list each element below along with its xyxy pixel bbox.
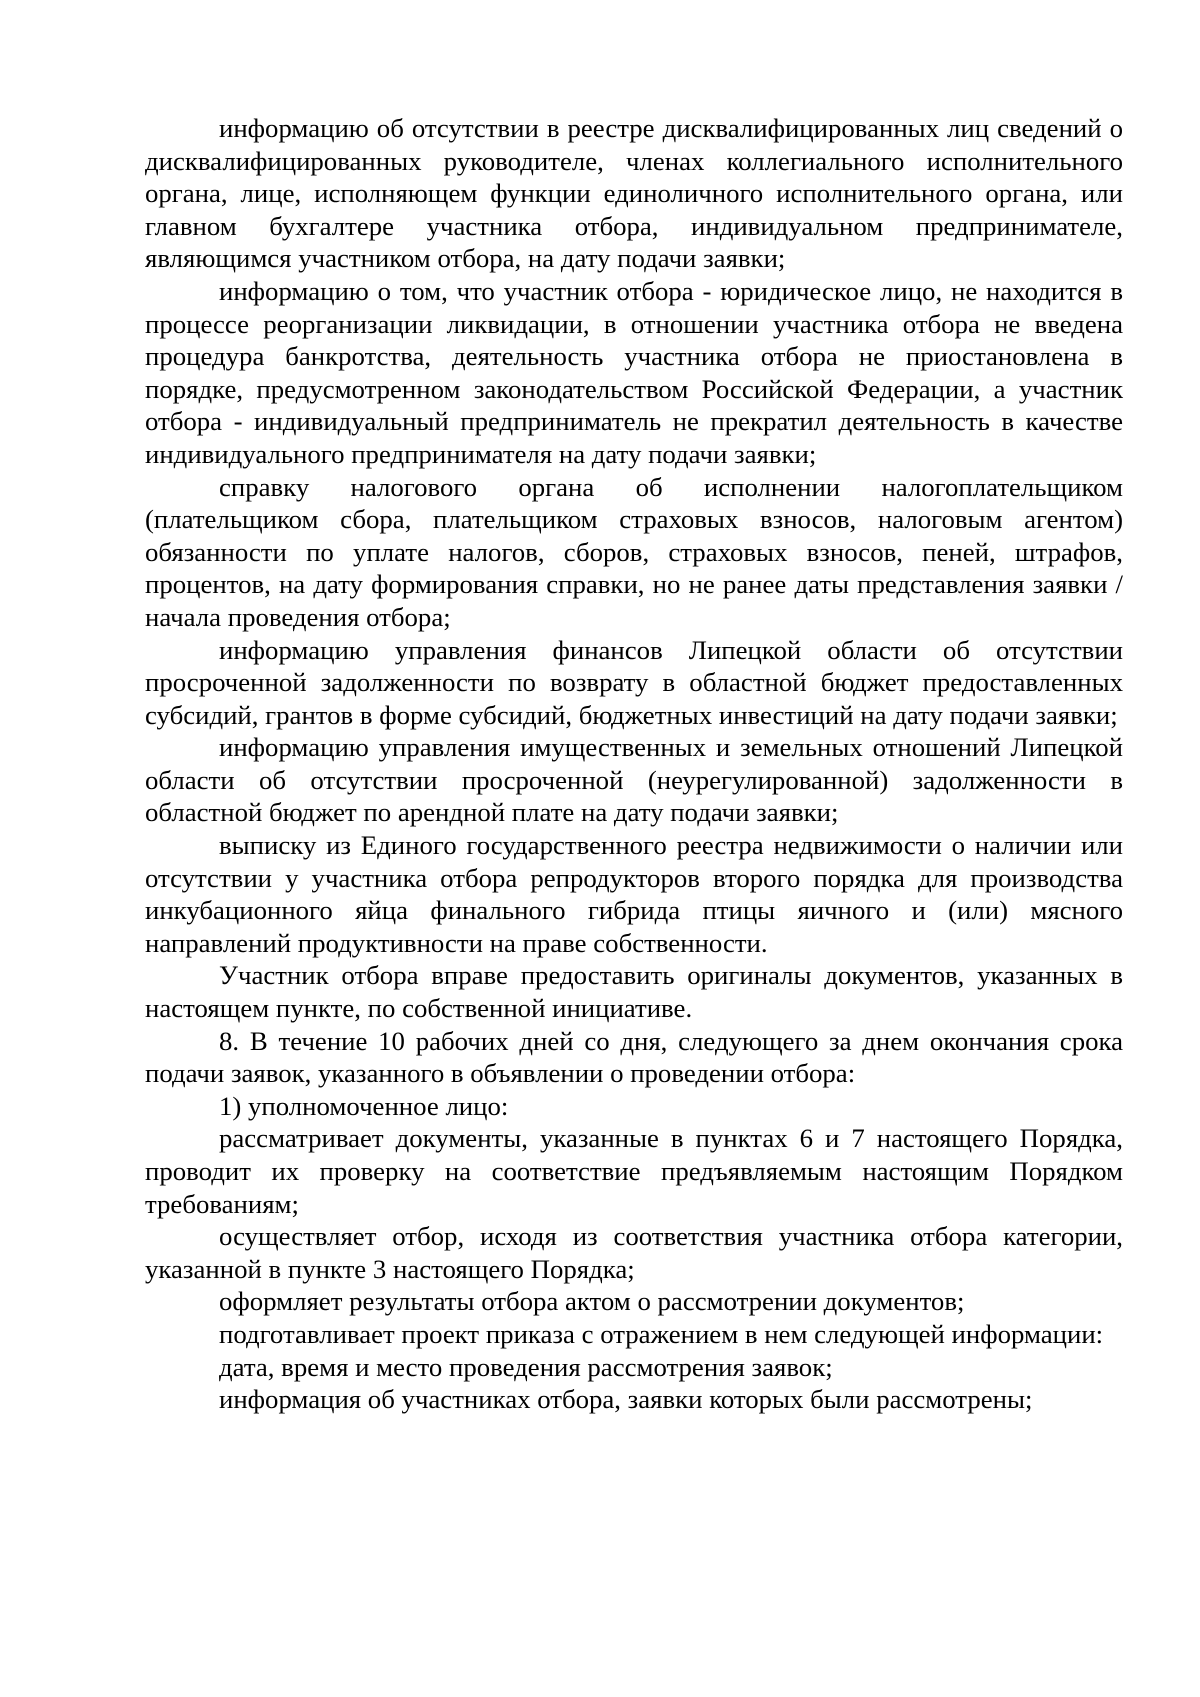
paragraph-formalizes-results: оформляет результаты отбора актом о рассмотрении документов; <box>219 1286 965 1317</box>
paragraph-prepares-order: подготавливает проект приказа с отражением в нем следующей информации: <box>219 1318 1104 1349</box>
paragraph-disqualified-persons: информацию об отсутствии в реестре дисквалифицированных лиц сведений о дисквалифицированных руководителе, членах коллегиального исполнительного органа, лице, исполняющем функции единоличного исполнительного органа, или главном бухгалтере участника отбора, индивидуальном предпринимателе, являющимся участником отбора, на дату подачи заявки; <box>145 113 1123 274</box>
paragraph-date-time-place: дата, время и место проведения рассмотрения заявок; <box>219 1351 833 1382</box>
paragraph-participants-info: информация об участниках отбора, заявки которых были рассмотрены; <box>219 1384 1033 1415</box>
paragraph-performs-selection: осуществляет отбор, исходя из соответствия участника отбора категории, указанной в пункте 3 настоящего Порядка; <box>145 1221 1123 1284</box>
paragraph-section-8: 8. В течение 10 рабочих дней со дня, следующего за днем окончания срока подачи заявок, указанного в объявлении о проведении отбора: <box>145 1025 1123 1089</box>
paragraph-originals-right: Участник отбора вправе предоставить оригиналы документов, указанных в настоящем пункте, по собственной инициативе. <box>145 960 1123 1024</box>
paragraph-real-estate-extract: выписку из Единого государственного реестра недвижимости о наличии или отсутствии у участника отбора репродукторов второго порядка для производства инкубационного яйца финального гибрида птицы яичного и (или) мясного направлений продуктивности на праве собственности. <box>145 830 1123 958</box>
paragraph-reviews-documents: рассматривает документы, указанные в пунктах 6 и 7 настоящего Порядка, проводит их проверку на соответствие предъявляемым настоящим Порядком требованиям; <box>145 1123 1123 1219</box>
paragraph-tax-certificate: справку налогового органа об исполнении налогоплательщиком (плательщиком сбора, плательщиком страховых взносов, налоговым агентом) обязанности по уплате налогов, сборов, страховых взносов, пеней, штрафов, процентов, на дату формирования справки, но не ранее даты представления заявки / начала проведения отбора; <box>145 471 1123 632</box>
paragraph-finance-debt-info: информацию управления финансов Липецкой области об отсутствии просроченной задолженности по возврату в областной бюджет предоставленных субсидий, грантов в форме субсидий, бюджетных инвестиций на дату подачи заявки; <box>145 634 1123 730</box>
paragraph-property-debt-info: информацию управления имущественных и земельных отношений Липецкой области об отсутствии просроченной (неурегулированной) задолженности в областной бюджет по арендной плате на дату подачи заявки; <box>145 732 1123 828</box>
paragraph-reorganization-status: информацию о том, что участник отбора - юридическое лицо, не находится в процессе реорганизации ликвидации, в отношении участника отбора не введена процедура банкротства, деятельность участника отбора не приостановлена в порядке, предусмотренном законодательством Российской Федерации, а участник отбора - индивидуальный предприниматель не прекратил деятельность в качестве индивидуального предпринимателя на дату подачи заявки; <box>145 275 1123 469</box>
document-body <box>145 112 1123 1416</box>
paragraph-authorized-person: 1) уполномоченное лицо: <box>219 1090 509 1121</box>
